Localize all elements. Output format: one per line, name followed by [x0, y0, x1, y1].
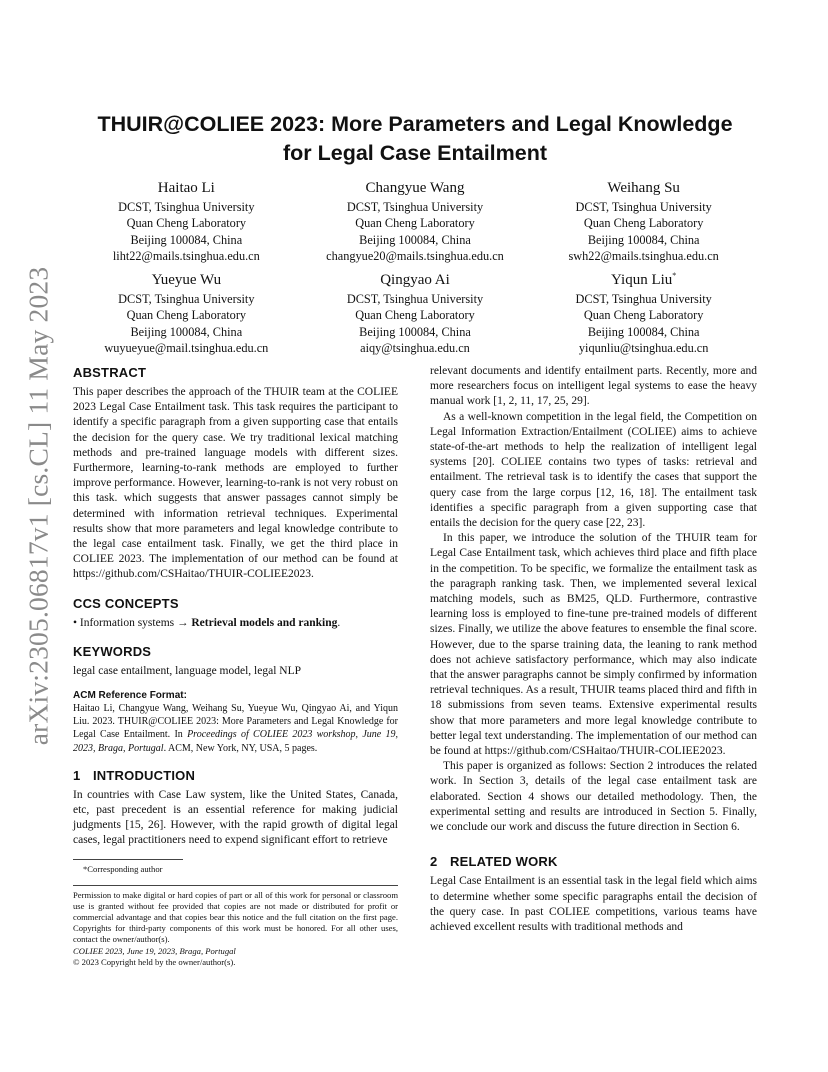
corresponding-author-mark: * [672, 271, 677, 281]
reference-format-text [73, 702, 398, 755]
section-title: INTRODUCTION [93, 767, 196, 783]
author-lab: Quan Cheng Laboratory [355, 216, 475, 231]
permission-venue: COLIEE 2023, June 19, 2023, Braga, Portugal [73, 945, 236, 956]
author-name: Haitao Li [157, 180, 215, 196]
keywords-heading: KEYWORDS [73, 643, 152, 659]
author-city: Beijing 100084, China [587, 232, 700, 247]
author-name: Yueyue Wu [151, 272, 222, 289]
author-lab: Quan Cheng Laboratory [355, 308, 475, 323]
intro-paragraph: In countries with Case Law system, like the United States, Canada, etc, past precedent is an essential reference for making judicial judgments [15, 26]. However, with the rapid growth of digital legal cases, legal practitioners need to expend significant effort to retrieve [73, 788, 398, 847]
author-name-text: Yiqun Liu [611, 272, 673, 289]
author-block [529, 270, 758, 356]
author-name: Qingyao Ai [380, 272, 450, 289]
author-email[interactable]: aiqy@tsinghua.edu.cn [360, 341, 470, 356]
author-city: Beijing 100084, China [587, 324, 700, 339]
left-column [73, 364, 398, 968]
section-number: 2 [430, 854, 438, 870]
permission-copyright: © 2023 Copyright held by the owner/author(s). [73, 956, 236, 967]
author-block [72, 178, 301, 264]
intro-paragraph: In this paper, we introduce the solution of the THUIR team for Legal Case Entailment task, which achieves third place and fifth place in the competition. To be specific, we formalize the entailment task as the paragraph ranking task. Then, we implemented several lexical matching models, such as BM25, QLD. Furthermore, contrastive learning loss is employed to fine-tune pre-trained models of different sizes. Finally, we utilize the above features to ensemble the final score. However, due to the sparse training data, the leaning to rank method does not achieve satisfactory performance, which may also indicate that the answer paragraphs cannot be simply confirmed by information retrieval techniques. As a result, THUIR teams placed third and fifth in 18 submissions from seven teams. Extensive experimental results show that more parameters and more legal knowledge contribute to better legal text understanding. The implementation of our method can be found at https://github.com/CSHaitao/THUIR-COLIEE2023. [430, 532, 757, 758]
right-column [430, 364, 757, 935]
author-email[interactable]: changyue20@mails.tsinghua.edu.cn [326, 248, 504, 263]
author-city: Beijing 100084, China [359, 324, 471, 339]
title-line-1: THUIR@COLIEE 2023: More Parameters and Legal Knowledge [97, 112, 733, 136]
ccs-heading: CCS CONCEPTS [73, 595, 179, 611]
reference-proceedings: Proceedings of COLIEE 2023 workshop, June 19, 2023, Braga, Portugal [73, 729, 398, 754]
author-email[interactable]: yiqunliu@tsinghua.edu.cn [578, 341, 709, 356]
intro-paragraph: As a well-known competition in the legal field, the Competition on Legal Information Extraction/Entailment (COLIEE) aims to achieve state-of-the-art methods to help the realization of intelligent legal systems [20]. COLIEE contains two types of tasks: retrieval and entailment. The retrieval task is to identify the cases that support the query case from the large corpus [12, 16, 18]. The entailment task identifies a specific paragraph from a given supporting case that entails the decision for the query case [22, 23]. [430, 410, 757, 530]
reference-post: . ACM, New York, NY, USA, 5 pages. [163, 742, 318, 754]
permission-rule [73, 885, 398, 886]
ccs-prefix: • Information systems → [73, 616, 192, 629]
author-city: Beijing 100084, China [359, 232, 471, 247]
paper-title [72, 110, 758, 168]
section-title: RELATED WORK [450, 854, 558, 870]
footnote-rule [73, 859, 183, 860]
related-work-heading [430, 853, 757, 870]
title-line-2: for Legal Case Entailment [282, 141, 548, 165]
author-email[interactable]: liht22@mails.tsinghua.edu.cn [112, 248, 260, 263]
permission-notice [73, 890, 398, 968]
author-city: Beijing 100084, China [130, 324, 243, 339]
author-lab: Quan Cheng Laboratory [583, 216, 704, 231]
author-lab: Quan Cheng Laboratory [126, 308, 247, 323]
author-lab: Quan Cheng Laboratory [126, 216, 247, 231]
author-block [301, 270, 530, 356]
author-email[interactable]: swh22@mails.tsinghua.edu.cn [568, 248, 719, 263]
author-city: Beijing 100084, China [130, 232, 243, 247]
author-name [529, 270, 758, 290]
ccs-concept-bold: Retrieval models and ranking [191, 616, 338, 629]
intro-paragraph: relevant documents and identify entailment parts. Recently, more and more researchers focus on intelligent legal systems to ease the heavy manual work [1, 2, 11, 17, 25, 29]. [430, 365, 757, 408]
author-name: Weihang Su [607, 180, 680, 196]
related-work-paragraph: Legal Case Entailment is an essential task in the legal field which aims to determine whether some specific paragraphs entail the decision of the query case. In past COLIEE competitions, various teams have achieved excellent results with traditional methods and [430, 875, 757, 933]
author-list [72, 178, 758, 356]
author-affiliation: DCST, Tsinghua University [575, 200, 712, 214]
author-name: Changyue Wang [365, 180, 465, 196]
ccs-concepts [73, 616, 398, 631]
ccs-suffix: . [337, 616, 341, 629]
section-number: 1 [73, 767, 81, 783]
abstract-heading: ABSTRACT [73, 365, 147, 380]
author-block [529, 178, 758, 264]
introduction-heading [73, 767, 398, 784]
keywords-text: legal case entailment, language model, legal NLP [73, 664, 302, 677]
abstract-text: This paper describes the approach of the THUIR team at the COLIEE 2023 Legal Case Entailment task. This task requires the participant to identify a specific paragraph from a given supporting case that entails the decision for the query case. We try traditional lexical matching methods and pre-trained language models with different sizes. Furthermore, learning-to-rank methods are employed to further improve performance. However, learning-to-rank is not very robust on this task. which suggests that answer passages cannot simply be determined with information retrieval techniques. Experimental results show that more parameters and legal knowledge contribute to the legal case entailment task. Finally, we get the third place in COLIEE 2023. The implementation of our method can be found at https://github.com/CSHaitao/THUIR-COLIEE2023. [73, 386, 398, 581]
permission-text: Permission to make digital or hard copies of part or all of this work for personal or classroom use is granted without fee provided that copies are not made or distributed for profit or commercial advantage and that copies bear this notice and the full citation on the first page. Copyrights for third-party components of this work must be honored. For all other uses, contact the owner/author(s). [73, 889, 398, 945]
author-block [72, 270, 301, 356]
author-block [301, 178, 530, 264]
author-affiliation: DCST, Tsinghua University [346, 200, 484, 214]
author-email[interactable]: wuyueyue@mail.tsinghua.edu.cn [104, 341, 269, 356]
reference-pre: Haitao Li, Changyue Wang, Weihang Su, Yueyue Wu, Qingyao Ai, and Yiqun Liu. 2023. THUIR@COLIEE 2023: More Parameters and Legal Knowledge for Legal Case Entailment. In [73, 703, 398, 741]
author-lab: Quan Cheng Laboratory [583, 308, 704, 323]
author-affiliation: DCST, Tsinghua University [575, 292, 712, 307]
arxiv-identifier-text: arXiv:2305.06817v1 [cs.CL] 11 May 2023 [22, 266, 54, 746]
arxiv-identifier [14, 266, 62, 746]
intro-paragraph: This paper is organized as follows: Section 2 introduces the related work. In Section 3, details of the legal case entailment task are elaborated. Section 4 shows our detailed methodology. Then, the experimental setting and results are introduced in Section 5. Finally, we conclude our work and discuss the future direction in Section 6. [430, 760, 757, 834]
author-affiliation: DCST, Tsinghua University [118, 292, 255, 307]
footnote: *Corresponding author [83, 863, 163, 874]
reference-format-heading: ACM Reference Format: [73, 690, 187, 702]
author-affiliation: DCST, Tsinghua University [346, 292, 484, 307]
author-affiliation: DCST, Tsinghua University [118, 200, 255, 214]
